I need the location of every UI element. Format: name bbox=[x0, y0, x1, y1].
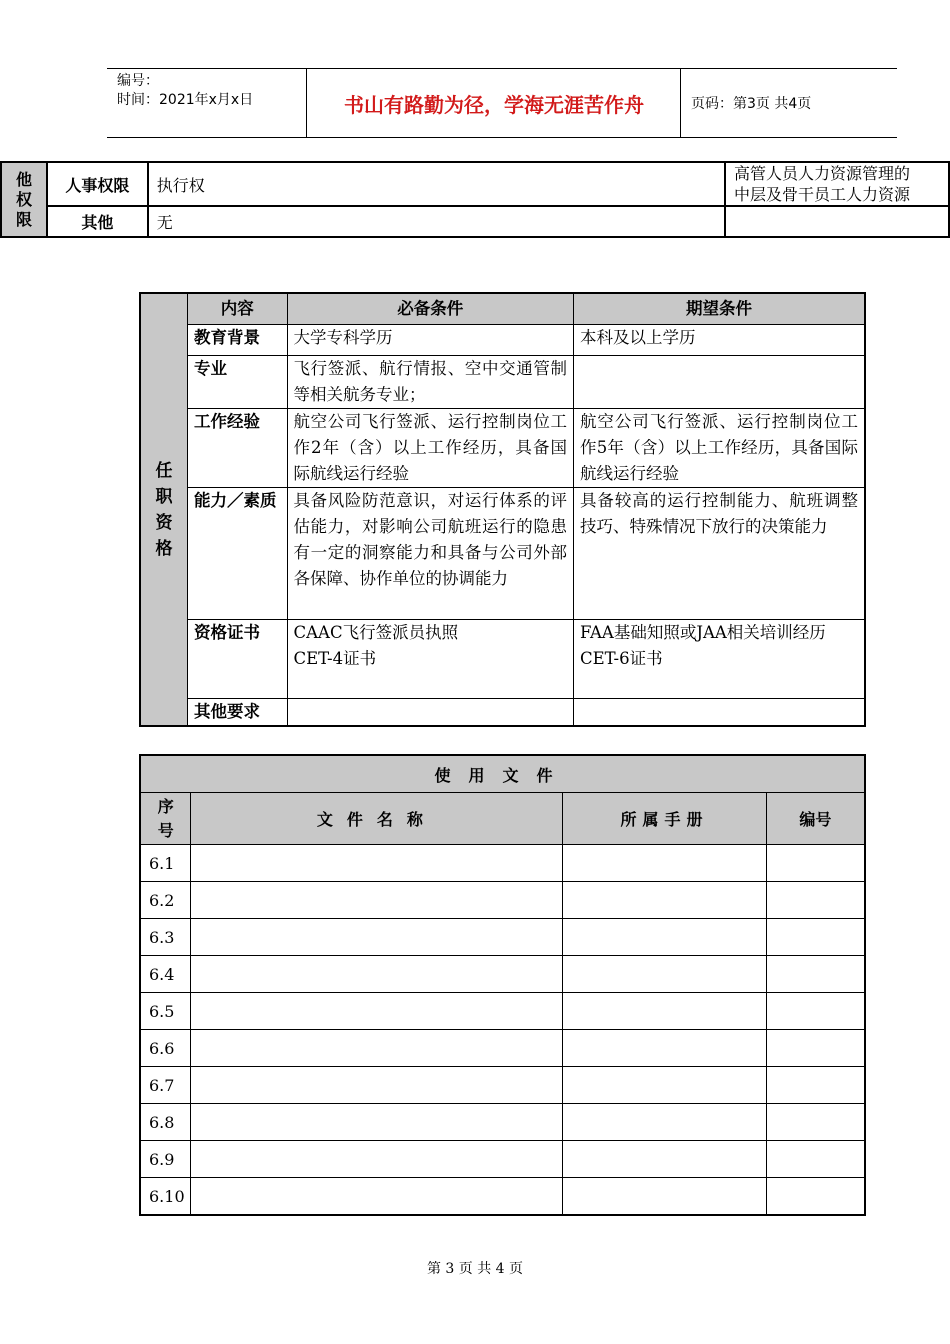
doc-row-name bbox=[191, 845, 563, 882]
header-page-label: 页码：第3页 共4页 bbox=[691, 96, 812, 112]
perm-row-name: 人事权限 bbox=[47, 162, 148, 206]
doc-header-code: 编号 bbox=[766, 793, 865, 845]
doc-row-manual bbox=[563, 1030, 766, 1067]
doc-row-seq: 6.10 bbox=[140, 1178, 191, 1216]
qual-row-required: 具备风险防范意识，对运行体系的评估能力，对影响公司航班运行的隐患有一定的洞察能力和具备与公司外部各保障、协作单位的协调能力 bbox=[287, 488, 574, 620]
doc-row-name bbox=[191, 1141, 563, 1178]
doc-row-code bbox=[766, 1141, 865, 1178]
perm-note-line: 高管人员人力资源管理的 bbox=[733, 164, 910, 183]
qual-row-label: 其他要求 bbox=[187, 699, 287, 727]
doc-header-name: 文件名称 bbox=[191, 793, 563, 845]
doc-row-name bbox=[191, 919, 563, 956]
cert-line: CET-4证书 bbox=[293, 649, 377, 668]
qual-row-label: 资格证书 bbox=[187, 620, 287, 699]
time-label: 时间：2021年x月x日 bbox=[117, 92, 254, 108]
doc-row-manual bbox=[563, 1104, 766, 1141]
perm-note-line: 中层及骨干员工人力资源 bbox=[733, 185, 910, 204]
doc-row-seq: 6.2 bbox=[140, 882, 191, 919]
doc-row-name bbox=[191, 1104, 563, 1141]
page-header bbox=[107, 68, 897, 138]
documents-title: 使用文件 bbox=[140, 755, 865, 793]
page-footer: 第 3 页 共 4 页 bbox=[426, 1261, 524, 1277]
doc-row-seq: 6.7 bbox=[140, 1067, 191, 1104]
doc-row-seq: 6.6 bbox=[140, 1030, 191, 1067]
cert-line: FAA基础知照或JAA相关培训经历 bbox=[580, 623, 826, 642]
doc-row-name bbox=[191, 993, 563, 1030]
doc-row-name bbox=[191, 956, 563, 993]
doc-row-manual bbox=[563, 1141, 766, 1178]
qual-row-desired bbox=[574, 620, 866, 699]
doc-row-code bbox=[766, 1178, 865, 1216]
doc-header-manual: 所属手册 bbox=[563, 793, 766, 845]
doc-row-manual bbox=[563, 882, 766, 919]
doc-header-seq: 序号 bbox=[140, 793, 191, 845]
qual-row-desired: 本科及以上学历 bbox=[574, 325, 866, 356]
qual-row-required bbox=[287, 620, 574, 699]
qual-row-desired: 具备较高的运行控制能力、航班调整技巧、特殊情况下放行的决策能力 bbox=[574, 488, 866, 620]
qual-row-label: 专业 bbox=[187, 356, 287, 409]
doc-row-seq: 6.4 bbox=[140, 956, 191, 993]
qual-row-label: 工作经验 bbox=[187, 409, 287, 488]
qual-row-required: 航空公司飞行签派、运行控制岗位工作2年（含）以上工作经历，具备国际航线运行经验 bbox=[287, 409, 574, 488]
permissions-table bbox=[0, 161, 950, 238]
doc-row-code bbox=[766, 956, 865, 993]
documents-table bbox=[139, 754, 866, 1216]
doc-row-seq: 6.1 bbox=[140, 845, 191, 882]
doc-row-manual bbox=[563, 1178, 766, 1216]
doc-row-seq: 6.9 bbox=[140, 1141, 191, 1178]
doc-row-manual bbox=[563, 845, 766, 882]
doc-row-name bbox=[191, 1030, 563, 1067]
qual-row-desired: 航空公司飞行签派、运行控制岗位工作5年（含）以上工作经历，具备国际航线运行经验 bbox=[574, 409, 866, 488]
doc-row-seq: 6.3 bbox=[140, 919, 191, 956]
cert-line: CAAC飞行签派员执照 bbox=[293, 623, 459, 642]
perm-row-value: 无 bbox=[148, 206, 725, 237]
qual-header-required: 必备条件 bbox=[287, 293, 574, 325]
cert-line: CET-6证书 bbox=[580, 649, 663, 668]
doc-row-code bbox=[766, 919, 865, 956]
doc-row-code bbox=[766, 845, 865, 882]
doc-row-manual bbox=[563, 1067, 766, 1104]
doc-row-name bbox=[191, 1067, 563, 1104]
header-motto: 书山有路勤为径，学海无涯苦作舟 bbox=[308, 69, 681, 137]
perm-row-note bbox=[725, 206, 949, 237]
qual-header-desired: 期望条件 bbox=[574, 293, 866, 325]
doc-row-name bbox=[191, 882, 563, 919]
perm-row-note bbox=[725, 162, 949, 206]
qual-row-desired bbox=[574, 356, 866, 409]
doc-row-code bbox=[766, 882, 865, 919]
qual-row-required: 大学专科学历 bbox=[287, 325, 574, 356]
qual-row-desired bbox=[574, 699, 866, 727]
doc-row-seq: 6.8 bbox=[140, 1104, 191, 1141]
doc-row-manual bbox=[563, 919, 766, 956]
permissions-side-label: 他权限 bbox=[1, 162, 47, 237]
perm-row-name: 其他 bbox=[47, 206, 148, 237]
doc-row-code bbox=[766, 1104, 865, 1141]
doc-row-code bbox=[766, 1030, 865, 1067]
code-label: 编号： bbox=[117, 73, 159, 89]
qual-row-required: 飞行签派、航行情报、空中交通管制等相关航务专业； bbox=[287, 356, 574, 409]
doc-row-code bbox=[766, 1067, 865, 1104]
header-meta bbox=[107, 69, 307, 137]
qualifications-side-label: 任职资格 bbox=[140, 293, 187, 726]
qual-row-required bbox=[287, 699, 574, 727]
doc-row-manual bbox=[563, 993, 766, 1030]
qual-row-label: 教育背景 bbox=[187, 325, 287, 356]
qual-header-content: 内容 bbox=[187, 293, 287, 325]
perm-row-value: 执行权 bbox=[148, 162, 725, 206]
qualifications-table bbox=[139, 292, 866, 727]
qual-row-label: 能力／素质 bbox=[187, 488, 287, 620]
doc-row-manual bbox=[563, 956, 766, 993]
doc-row-name bbox=[191, 1178, 563, 1216]
doc-row-seq: 6.5 bbox=[140, 993, 191, 1030]
doc-row-code bbox=[766, 993, 865, 1030]
